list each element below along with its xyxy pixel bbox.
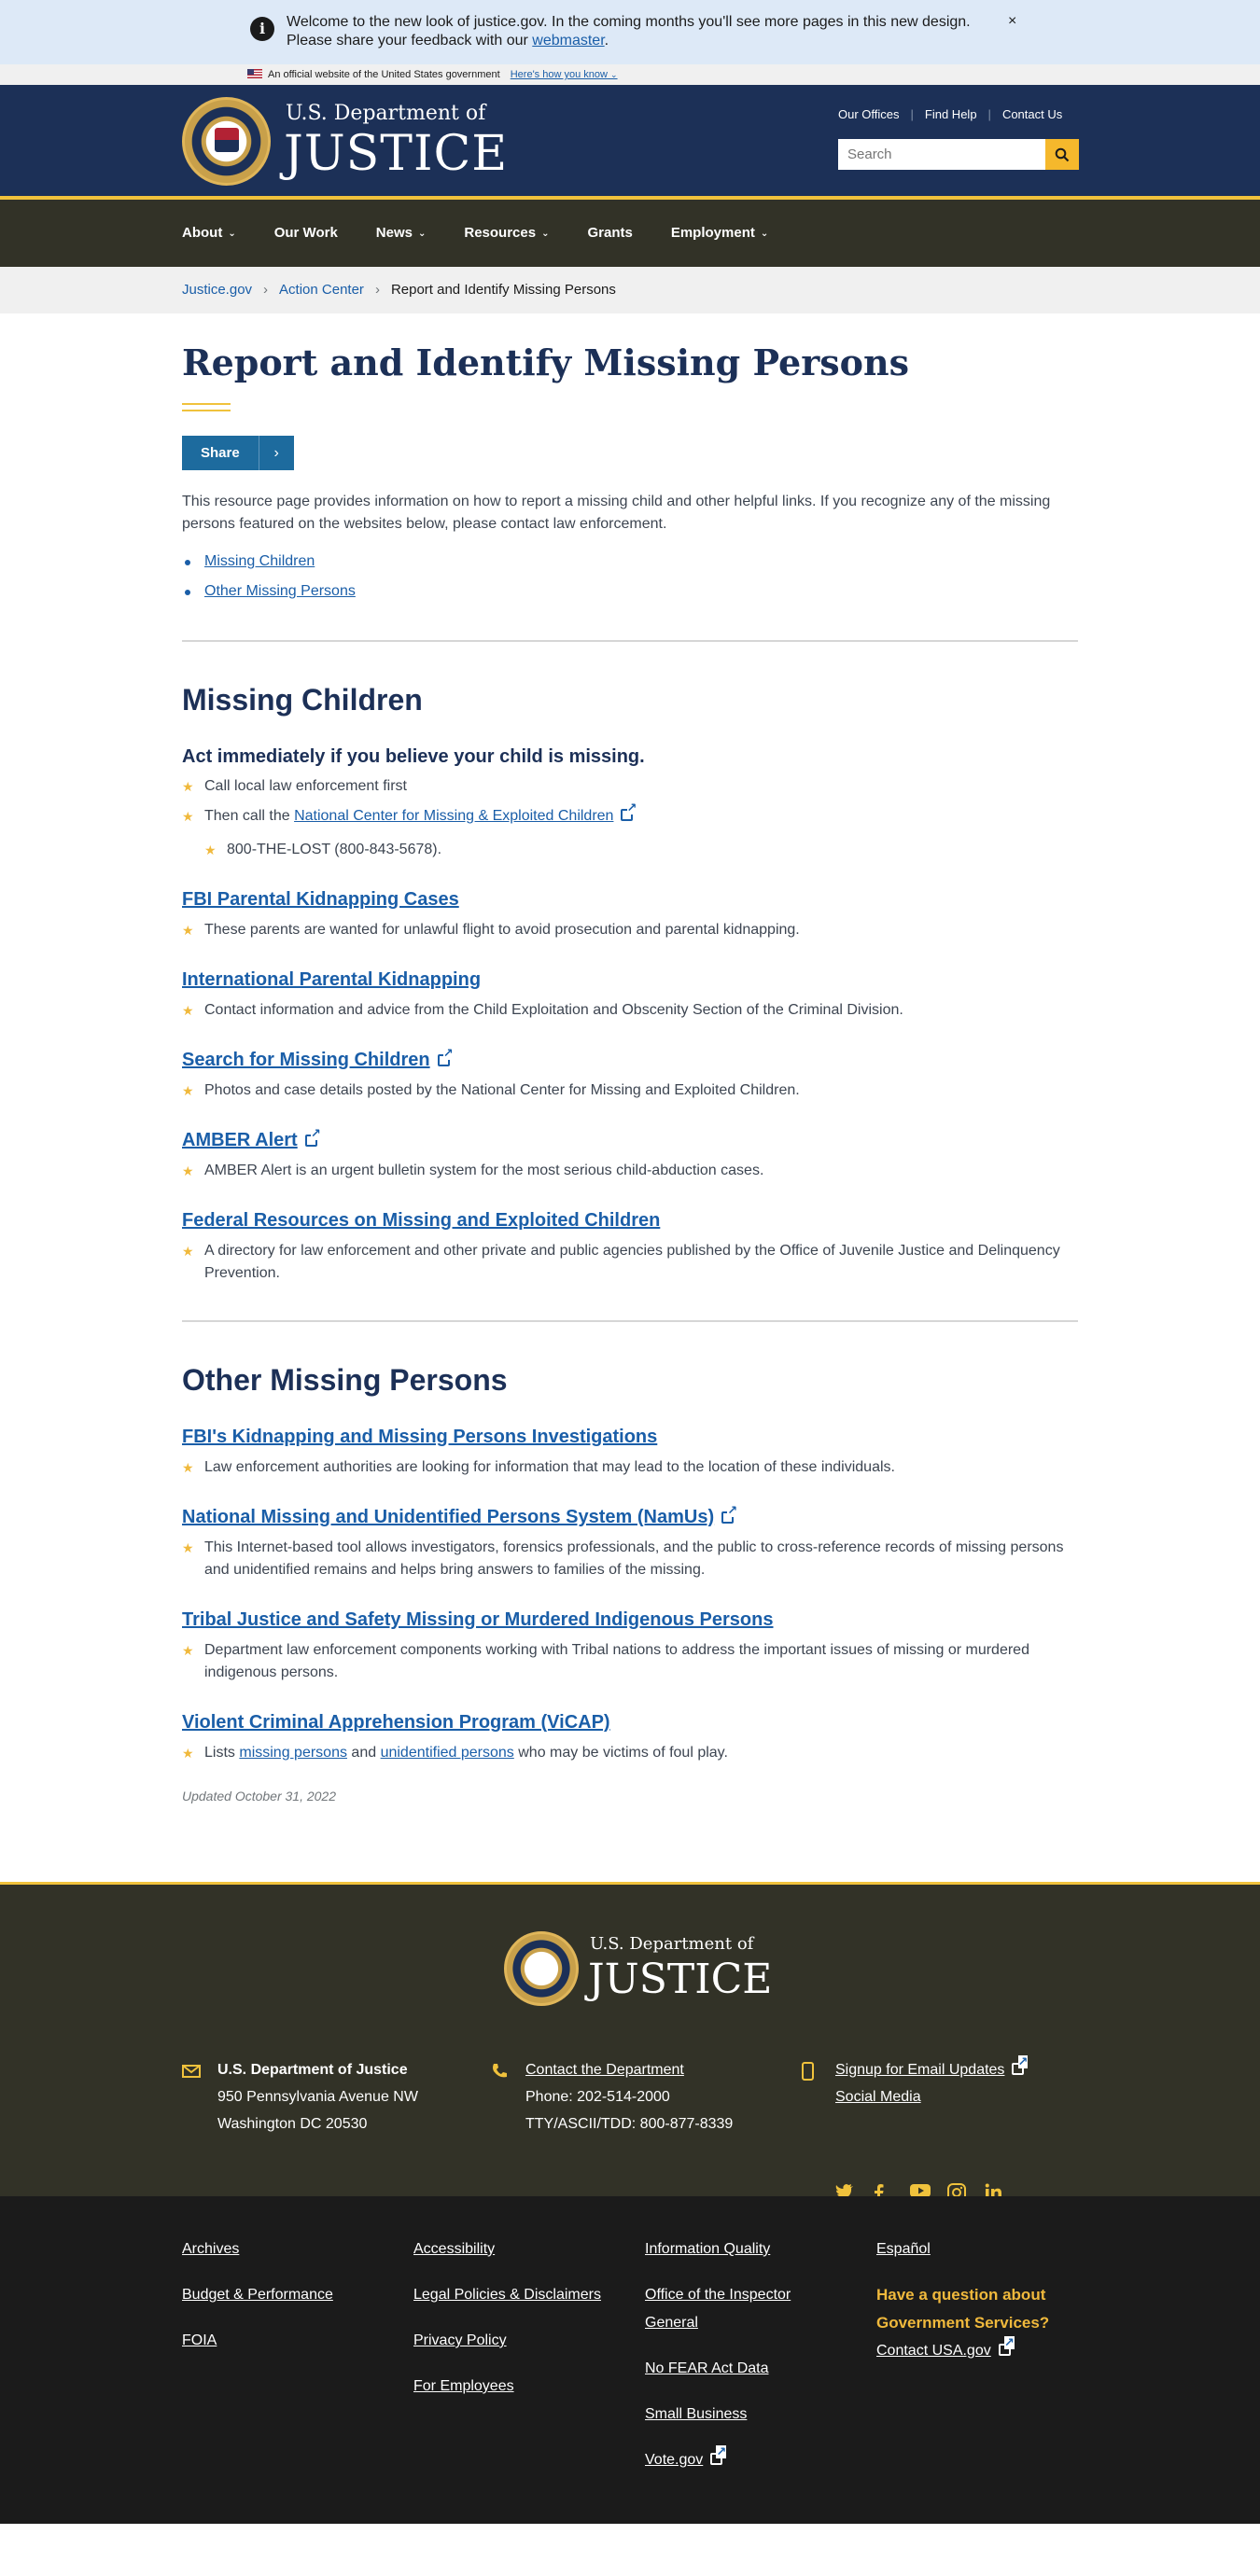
footer-link[interactable]: Archives [182,2241,240,2257]
title-rule [182,403,231,411]
step-call-ncmec: ★ Then call the National Center for Missing & Exploited Children↗ [182,805,1078,828]
main-nav [0,200,1260,267]
other-missing-persons-heading: Other Missing Persons [182,1363,508,1397]
footer-link[interactable]: Small Business [645,2406,748,2422]
our-offices-link[interactable]: Our Offices [838,107,900,121]
resource-description: ★ This Internet-based tool allows investigators, forensics professionals, and the public to cross-reference records of missing persons and unidentified remains and helps bring answers to families of the missing. [182,1537,1078,1581]
share-label: Share [182,436,259,470]
resource-link[interactable]: Search for Missing Children↗ [182,1048,1078,1072]
resource-link[interactable]: FBI Parental Kidnapping Cases [182,889,459,910]
phone-icon [490,2062,509,2081]
nav-item-news[interactable]: News ⌄ [375,225,427,241]
resource-description: ★ These parents are wanted for unlawful flight to avoid prosecution and parental kidnapping. [182,919,1078,941]
chevron-right-icon: › [259,436,294,470]
step-call-law-enforcement: ★ Call local law enforcement first [182,775,1078,798]
official-text: An official website of the United States government [268,69,500,80]
footer-link[interactable]: Office of the Inspector General [645,2287,791,2331]
external-link-icon [999,2344,1011,2356]
us-flag-icon [247,69,262,78]
search-box [838,139,1079,170]
footer-link[interactable]: FOIA [182,2332,217,2348]
mobile-icon [798,2062,817,2081]
resource-description: ★ AMBER Alert is an urgent bulletin system for the most serious child-abduction cases. [182,1160,1078,1182]
chevron-down-icon: ⌄ [610,70,618,79]
social-media-link[interactable]: Social Media [835,2089,921,2105]
page-title: Report and Identify Missing Persons [182,341,909,383]
address-line-1: 950 Pennsylvania Avenue NW [217,2089,418,2105]
brand-main[interactable]: JUSTICE [284,126,509,182]
intro-text: This resource page provides information on how to report a missing child and other helpful links. If you recognize any of the missing persons featured on the websites below, please contact law enforcement. [182,494,1051,532]
vicap-link[interactable]: Violent Criminal Apprehension Program (ViCAP) [182,1712,610,1733]
breadcrumb-action-center[interactable]: Action Center [279,282,364,298]
nav-item-resources[interactable]: Resources ⌄ [464,225,550,241]
missing-persons-link[interactable]: missing persons [239,1745,347,1761]
footer-link[interactable]: Legal Policies & Disclaimers [413,2287,601,2303]
footer-address [217,2056,418,2137]
tty-number: TTY/ASCII/TDD: 800-877-8339 [525,2116,734,2132]
mail-icon [182,2062,201,2081]
resource-link[interactable]: Federal Resources on Missing and Exploited Children [182,1210,661,1231]
footer-updates [835,2056,1024,2110]
contact-department-link[interactable]: Contact the Department [525,2062,684,2078]
footer-col-1 [182,2235,333,2373]
footer-brand-line: U.S. Department of [590,1934,754,1954]
chevron-right-icon: › [374,282,380,298]
contact-us-link[interactable]: Contact Us [1001,107,1063,121]
resource-link[interactable]: Tribal Justice and Safety Missing or Murdered Indigenous Persons [182,1609,774,1630]
breadcrumb-current: Report and Identify Missing Persons [390,282,616,298]
chevron-down-icon: ⌄ [760,229,769,239]
utility-links: Our Offices | Find Help | Contact Us [838,107,1063,121]
chevron-down-icon: ⌄ [228,229,236,239]
hotline-number: ★ 800-THE-LOST (800-843-5678). [204,839,1078,861]
search-input[interactable] [838,139,1045,170]
footer-col-3 [645,2235,841,2492]
act-immediately-heading: Act immediately if you believe your child is missing. [182,746,645,767]
footer-col-4 [876,2235,1078,2365]
footer-link[interactable]: Information Quality [645,2241,771,2257]
resource-description: ★ Law enforcement authorities are looking for information that may lead to the location of these individuals. [182,1456,1078,1479]
site-header [0,85,1260,200]
resource-description: ★ Photos and case details posted by the National Center for Missing and Exploited Children. [182,1079,1078,1102]
external-link-icon [710,2453,722,2465]
address-line-2: Washington DC 20530 [217,2116,368,2132]
find-help-link[interactable]: Find Help [924,107,977,121]
footer-contact [525,2056,733,2137]
chevron-down-icon: ⌄ [417,229,427,239]
footer-link[interactable]: For Employees [413,2378,514,2394]
resource-link[interactable]: AMBER Alert↗ [182,1128,1078,1152]
footer-col-2 [413,2235,601,2418]
external-link-icon [305,1135,317,1147]
external-link-icon [438,1054,450,1066]
footer-bottom [0,2196,1260,2524]
nav-item-grants[interactable]: Grants [587,225,633,241]
nav-item-our-work[interactable]: Our Work [273,225,338,241]
email-updates-link[interactable]: Signup for Email Updates [835,2062,1005,2078]
unidentified-persons-link[interactable]: unidentified persons [380,1745,514,1761]
footer-link[interactable]: Privacy Policy [413,2332,507,2348]
government-question: Have a question about Government Services? [876,2286,1050,2332]
resource-description: ★ Department law enforcement components working with Tribal nations to address the important issues of missing or murdered indigenous persons. [182,1639,1078,1684]
search-icon [1055,147,1070,162]
toc-missing-children[interactable]: Missing Children [204,553,315,569]
chevron-right-icon: › [263,282,269,298]
espanol-link[interactable]: Español [876,2241,931,2257]
chevron-down-icon: ⌄ [541,229,550,239]
nav-item-employment[interactable]: Employment ⌄ [670,225,769,241]
close-icon[interactable]: × [1008,13,1017,29]
footer-link[interactable]: No FEAR Act Data [645,2360,769,2376]
toc-other-missing-persons[interactable]: Other Missing Persons [204,583,356,599]
footer-link[interactable]: Budget & Performance [182,2287,333,2303]
external-link-icon [621,809,633,821]
section-divider [182,640,1078,642]
footer-link[interactable]: Accessibility [413,2241,496,2257]
webmaster-link[interactable]: webmaster [532,33,605,49]
resource-description: ★ A directory for law enforcement and other private and public agencies published by the Office of Juvenile Justice and Delinquency Prevention. [182,1240,1078,1285]
resource-link[interactable]: International Parental Kidnapping [182,969,482,990]
heres-how-you-know-link[interactable] [511,69,618,80]
footer-link[interactable]: Vote.gov [645,2452,704,2468]
footer-brand-main: JUSTICE [588,1956,773,2003]
resource-link[interactable]: FBI's Kidnapping and Missing Persons Investigations [182,1427,658,1447]
resource-description: ★ Contact information and advice from the Child Exploitation and Obscenity Section of the Criminal Division. [182,999,1078,1022]
welcome-text: Welcome to the new look of justice.gov. In the coming months you'll see more pages in this new design. Please share your feedback with our [287,14,971,49]
table-of-contents [182,547,1078,606]
ncmec-link[interactable]: National Center for Missing & Exploited Children [294,808,614,824]
footer-seal-logo[interactable] [504,1931,579,2006]
footer-top [0,1882,1260,2196]
external-link-icon [1012,2063,1024,2075]
brand-line[interactable]: U.S. Department of [286,102,486,125]
breadcrumb-home[interactable]: Justice.gov [182,282,253,298]
steps-list [182,775,1078,861]
section-divider [182,1320,1078,1322]
phone-number: Phone: 202-514-2000 [525,2089,670,2105]
info-icon: i [250,17,274,41]
main-content [0,340,1260,1803]
official-banner [0,64,1260,85]
doj-seal-logo[interactable] [182,97,271,186]
vicap-description: ★ Lists missing persons and unidentified persons who may be victims of foul play. [182,1742,1078,1764]
resource-link[interactable]: National Missing and Unidentified Persons System (NamUs)↗ [182,1505,1078,1529]
search-button[interactable] [1045,139,1079,170]
contact-usa-gov-link[interactable]: Contact USA.gov [876,2343,991,2359]
external-link-icon [721,1511,734,1524]
welcome-banner [0,0,1260,64]
address-title: U.S. Department of Justice [217,2062,408,2078]
breadcrumb [0,267,1260,313]
heres-how-you-know-label: Here's how you know [510,69,608,80]
last-updated: Updated October 31, 2022 [182,1789,337,1803]
share-button[interactable] [182,436,294,470]
missing-children-heading: Missing Children [182,683,423,717]
welcome-message: Welcome to the new look of justice.gov. In the coming months you'll see more pages in this new design. Please share your feedback with our webmaster. [287,14,971,49]
nav-item-about[interactable]: About ⌄ [182,225,236,241]
